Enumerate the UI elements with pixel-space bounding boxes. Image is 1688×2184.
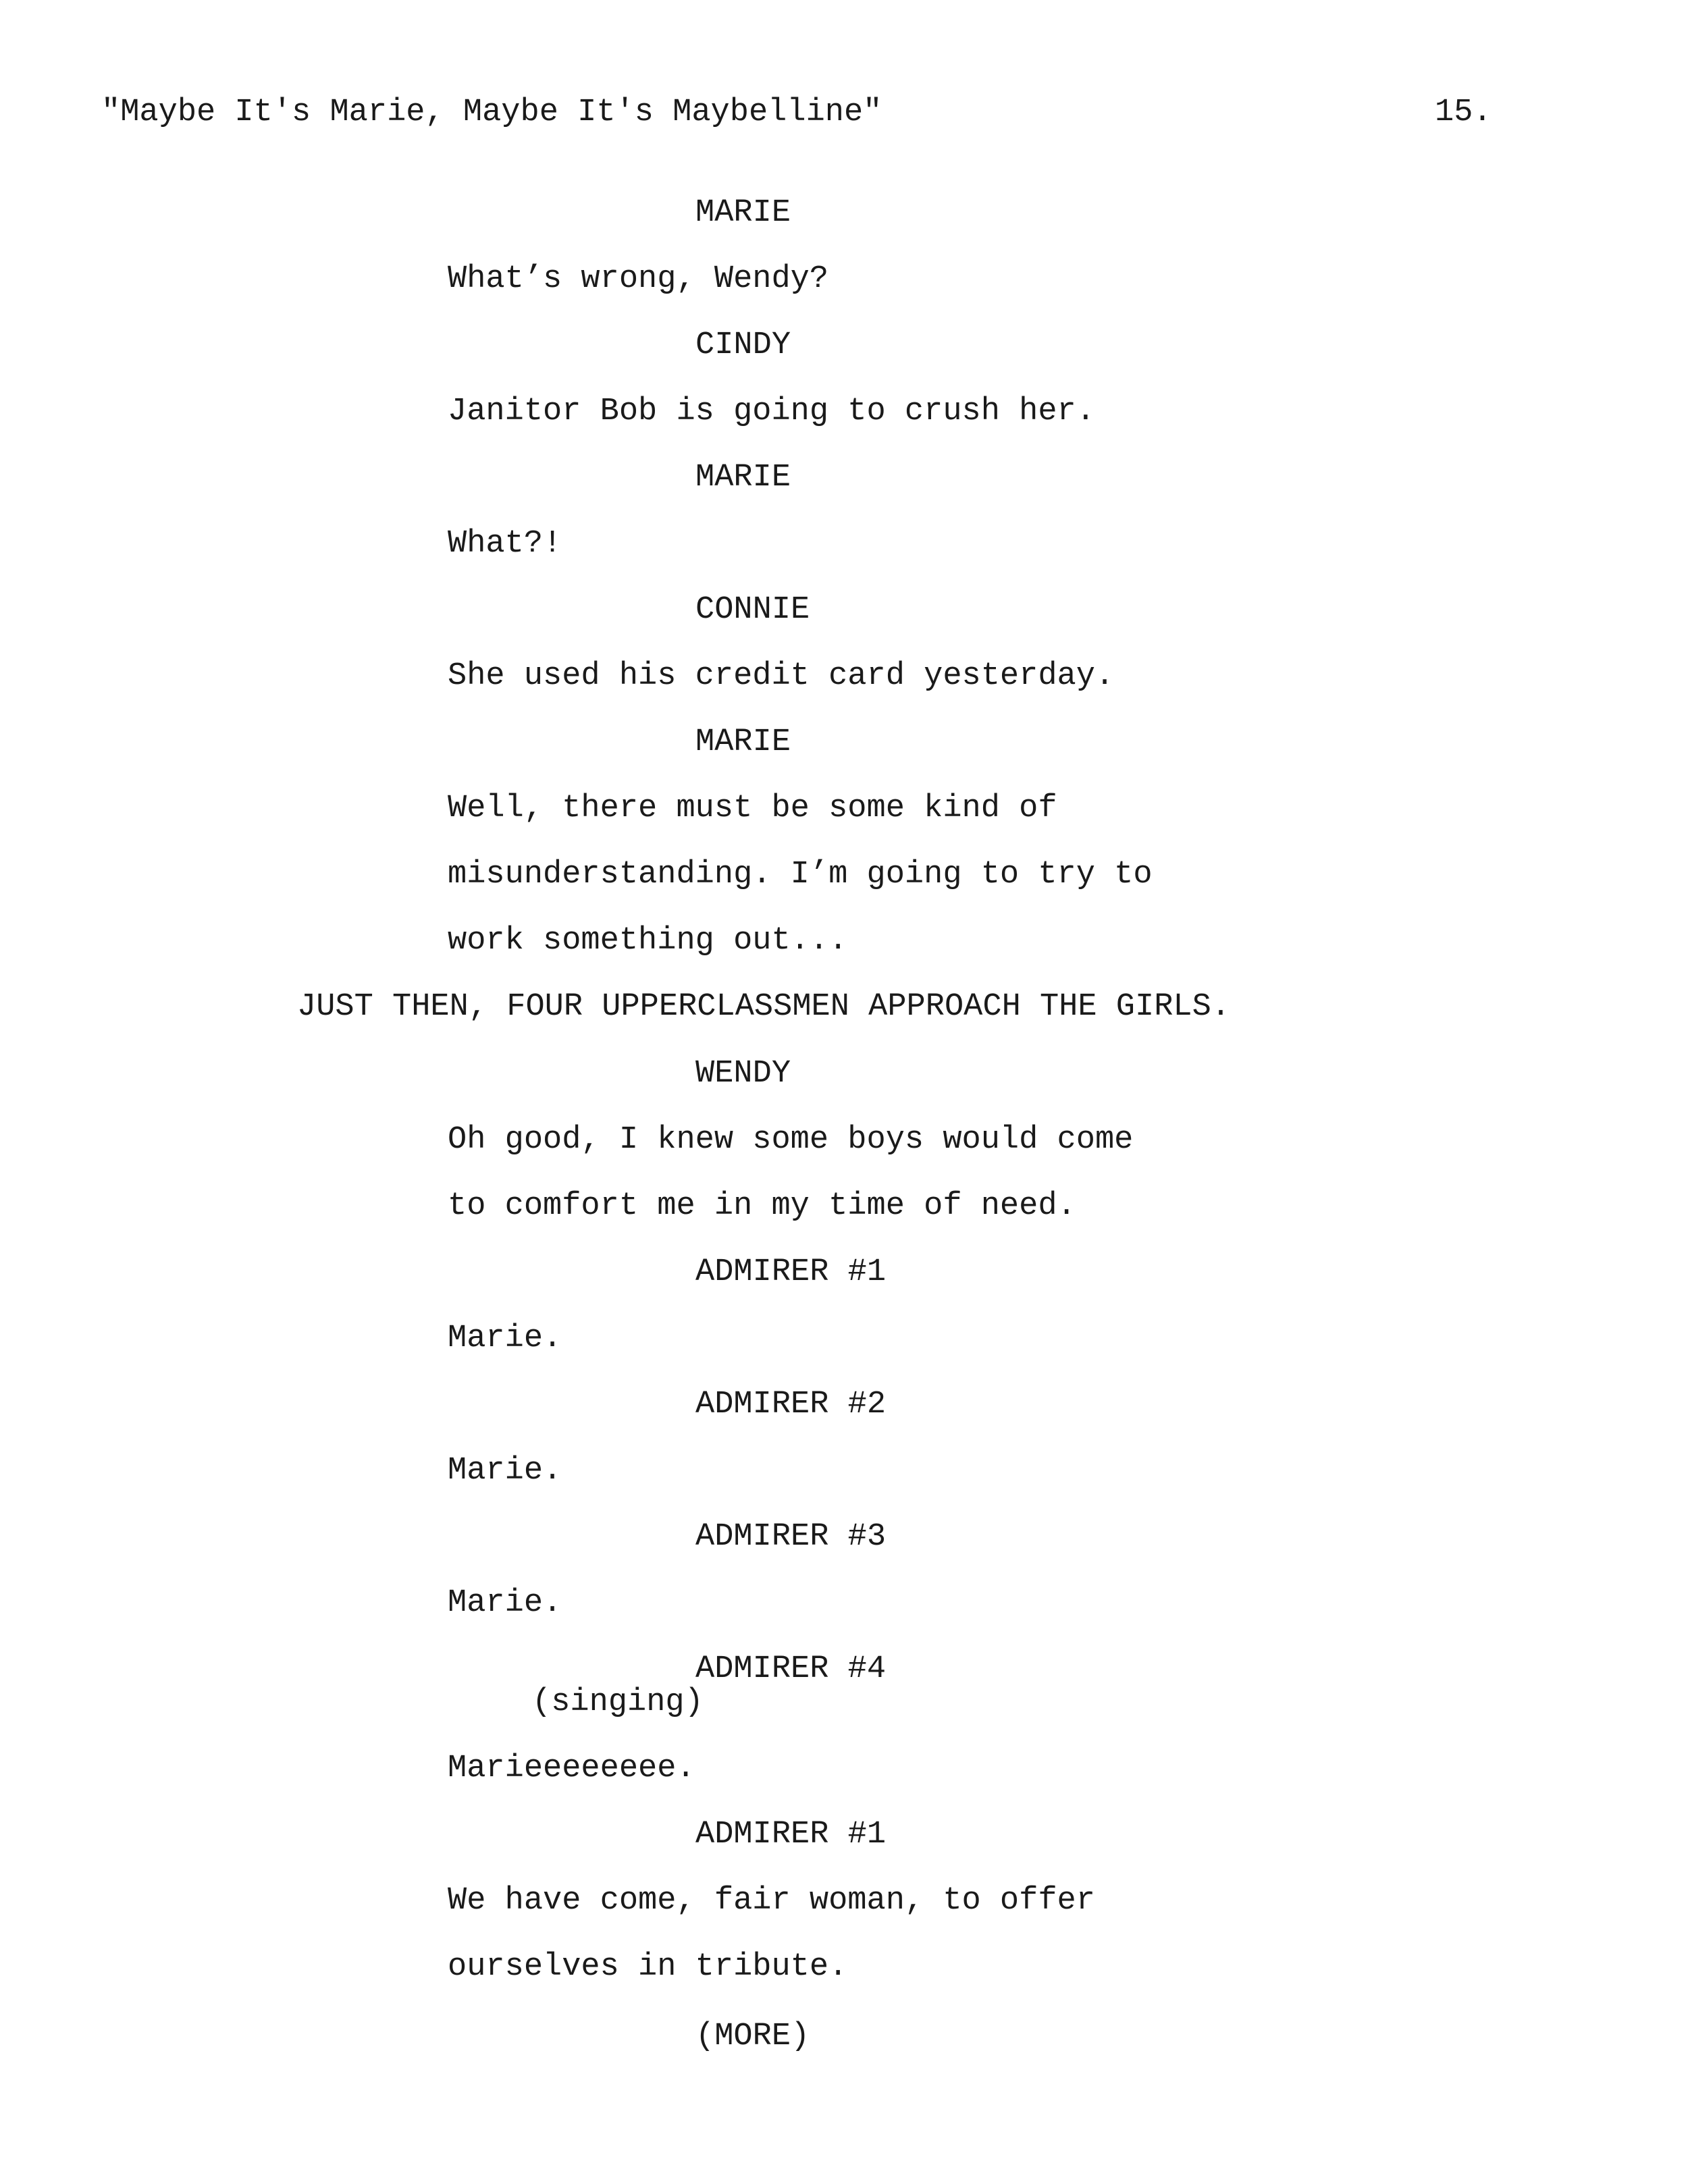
parenthetical: (singing) bbox=[532, 1684, 704, 1720]
dialogue-line: misunderstanding. I’m going to try to bbox=[448, 857, 1153, 893]
dialogue-line: What?! bbox=[448, 526, 562, 562]
character-name: ADMIRER #1 bbox=[695, 1817, 887, 1853]
dialogue-line: Marie. bbox=[448, 1585, 562, 1621]
script-title-header: "Maybe It's Marie, Maybe It's Maybelline" bbox=[101, 95, 882, 130]
dialogue-line: Janitor Bob is going to crush her. bbox=[448, 394, 1095, 429]
character-name: MARIE bbox=[695, 195, 791, 231]
dialogue-line: Marieeeeeeee. bbox=[448, 1751, 695, 1786]
character-name: ADMIRER #1 bbox=[695, 1254, 887, 1290]
dialogue-line: Oh good, I knew some boys would come bbox=[448, 1122, 1134, 1158]
dialogue-line: Well, there must be some kind of bbox=[448, 791, 1057, 826]
dialogue-line: We have come, fair woman, to offer bbox=[448, 1883, 1095, 1919]
page-number: 15. bbox=[1435, 95, 1492, 130]
action-line: JUST THEN, FOUR UPPERCLASSMEN APPROACH THE GIRLS. bbox=[297, 989, 1231, 1025]
dialogue-line: She used his credit card yesterday. bbox=[448, 658, 1115, 694]
character-name: MARIE bbox=[695, 460, 791, 496]
dialogue-line: Marie. bbox=[448, 1453, 562, 1489]
character-name: ADMIRER #3 bbox=[695, 1519, 887, 1555]
character-name: MARIE bbox=[695, 724, 791, 760]
dialogue-line: work something out... bbox=[448, 923, 848, 959]
dialogue-line: ourselves in tribute. bbox=[448, 1949, 848, 1985]
character-name: CINDY bbox=[695, 327, 791, 363]
character-name: WENDY bbox=[695, 1056, 791, 1092]
dialogue-line: Marie. bbox=[448, 1321, 562, 1356]
character-name: ADMIRER #4 bbox=[695, 1651, 887, 1687]
character-name: ADMIRER #2 bbox=[695, 1387, 887, 1422]
more-indicator: (MORE) bbox=[695, 2019, 810, 2054]
dialogue-line: What’s wrong, Wendy? bbox=[448, 261, 829, 297]
dialogue-line: to comfort me in my time of need. bbox=[448, 1188, 1076, 1224]
character-name: CONNIE bbox=[695, 592, 810, 628]
